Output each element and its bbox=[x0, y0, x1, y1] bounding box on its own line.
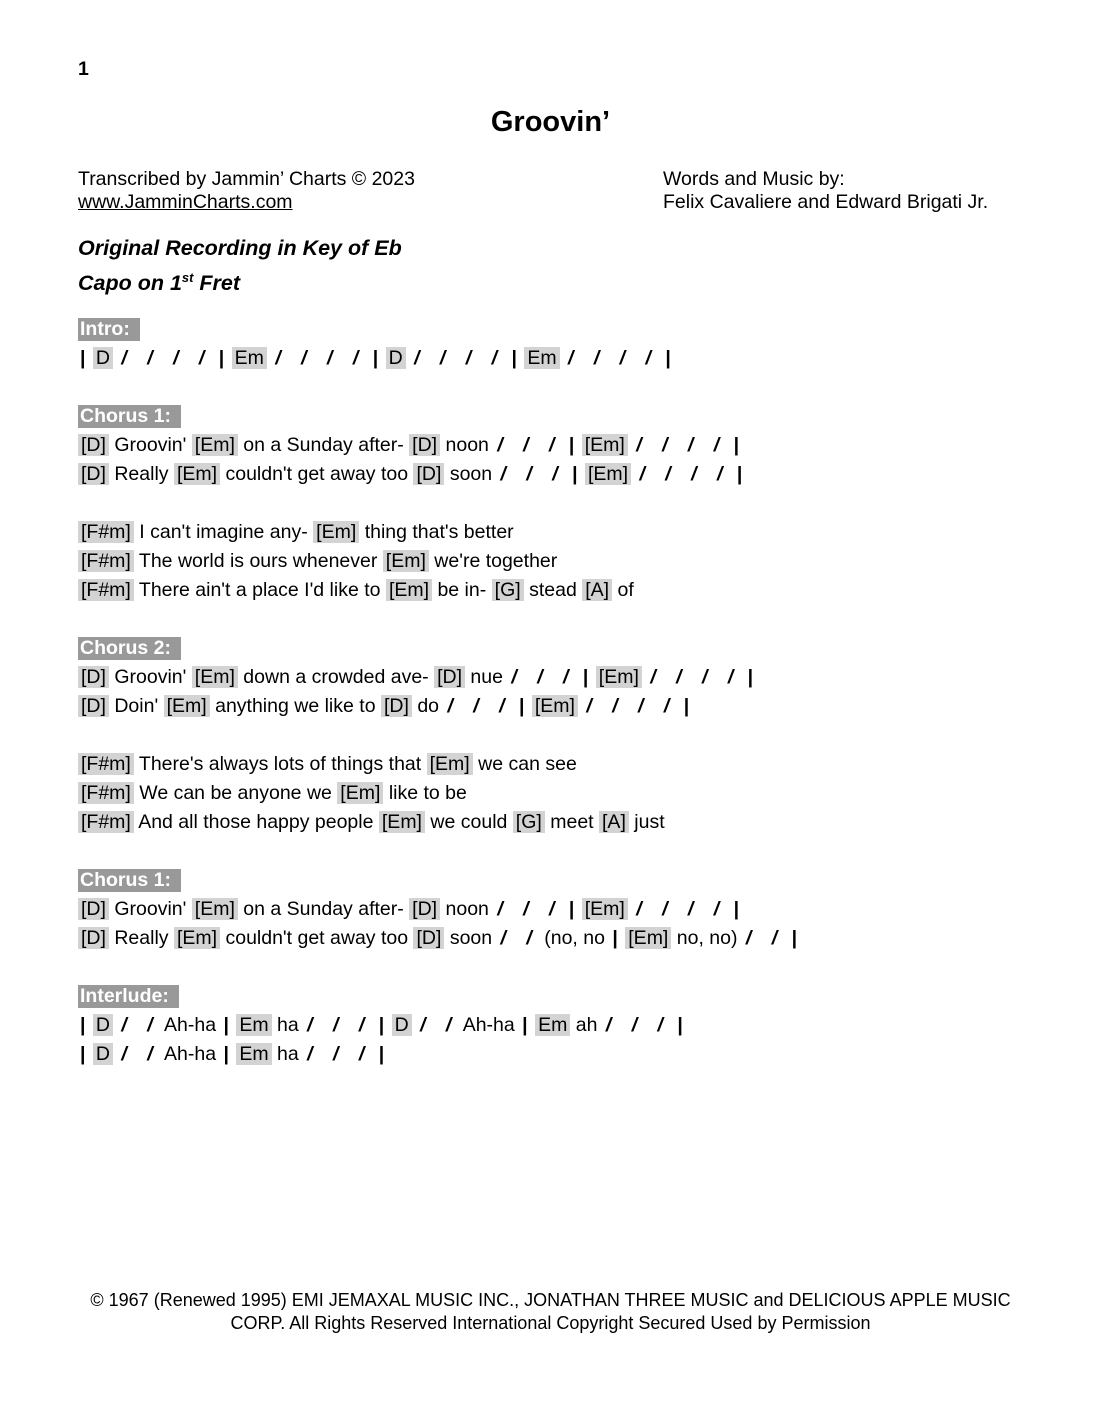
section-header: Chorus 2: bbox=[78, 637, 181, 660]
lyric-text: on a Sunday after- bbox=[243, 898, 404, 920]
section-header: Interlude: bbox=[78, 985, 179, 1008]
chord: [F#m] bbox=[78, 811, 134, 833]
lyric-text: on a Sunday after- bbox=[243, 434, 404, 456]
lyric-text: Really bbox=[114, 463, 169, 485]
song-section-chorus-1-reprise bbox=[78, 866, 1081, 953]
chord: [F#m] bbox=[78, 579, 134, 601]
chord: Em bbox=[236, 1014, 271, 1036]
chord: [Em] bbox=[164, 695, 210, 717]
rhythm-slashes: / / / / bbox=[586, 695, 674, 717]
rhythm-slashes: / / / / bbox=[414, 347, 502, 369]
lyric-text: soon bbox=[449, 463, 493, 485]
credits-names: Felix Cavaliere and Edward Brigati Jr. bbox=[663, 191, 989, 213]
lyric-text: Groovin' bbox=[114, 666, 187, 688]
chord-lyric-line bbox=[78, 895, 1081, 924]
chord: D bbox=[93, 1043, 113, 1065]
chord: [D] bbox=[78, 695, 109, 717]
section-header-line bbox=[78, 315, 1081, 344]
chord: [Em] bbox=[383, 550, 429, 572]
song-section-chorus-1 bbox=[78, 402, 1081, 489]
lyric-text: Groovin' bbox=[114, 434, 187, 456]
song-section-interlude bbox=[78, 982, 1081, 1069]
chord-lyric-line bbox=[78, 344, 1081, 373]
rhythm-slashes: / / / bbox=[307, 1043, 369, 1065]
chord: [Em] bbox=[174, 927, 220, 949]
chord: [D] bbox=[78, 898, 109, 920]
capo-text-prefix: Capo on 1 bbox=[78, 271, 182, 296]
chord: D bbox=[386, 347, 406, 369]
bar-line: | bbox=[378, 1043, 385, 1065]
chord: [Em] bbox=[427, 753, 473, 775]
chord: [Em] bbox=[582, 898, 628, 920]
credits-label: Words and Music by: bbox=[663, 168, 845, 190]
lyric-text: noon bbox=[445, 434, 489, 456]
lyric-text: Ah-ha bbox=[164, 1014, 217, 1036]
lyric-text: do bbox=[417, 695, 440, 717]
chord: [D] bbox=[409, 898, 440, 920]
chord: [D] bbox=[413, 927, 444, 949]
bar-line: | bbox=[612, 927, 618, 949]
section-header: Chorus 1: bbox=[78, 869, 181, 892]
lyric-text: we can see bbox=[478, 753, 577, 775]
bar-line: | bbox=[677, 1014, 683, 1036]
meta-row bbox=[78, 168, 1061, 214]
lyric-text: noon bbox=[445, 898, 489, 920]
chord: [Em] bbox=[596, 666, 642, 688]
song-section-verse-2 bbox=[78, 750, 1081, 837]
credits-block bbox=[663, 168, 988, 214]
chord-lyric-line bbox=[78, 924, 1081, 953]
lyric-text: There's always lots of things that bbox=[138, 753, 422, 775]
chord: [G] bbox=[513, 811, 545, 833]
bar-line: | bbox=[733, 898, 740, 920]
rhythm-slashes: / / / bbox=[447, 695, 509, 717]
lyric-text: thing that's better bbox=[364, 521, 514, 543]
chord: [A] bbox=[599, 811, 629, 833]
chord: [Em] bbox=[625, 927, 671, 949]
chord: Em bbox=[524, 347, 559, 369]
bar-line: | bbox=[791, 927, 798, 949]
lyric-text: And all those happy people bbox=[138, 811, 374, 833]
website-link[interactable]: www.JamminCharts.com bbox=[78, 191, 293, 213]
chord: D bbox=[93, 1014, 113, 1036]
bar-line: | bbox=[747, 666, 754, 688]
chord: [G] bbox=[492, 579, 524, 601]
lyric-text: couldn't get away too bbox=[225, 927, 409, 949]
chord: [D] bbox=[434, 666, 465, 688]
lyric-text: There ain't a place I'd like to bbox=[138, 579, 381, 601]
chord: [Em] bbox=[174, 463, 220, 485]
chord: [Em] bbox=[379, 811, 425, 833]
chord-lyric-line bbox=[78, 460, 1081, 489]
chord-lyric-line bbox=[78, 1011, 1081, 1040]
capo-ordinal-suffix: st bbox=[181, 270, 194, 285]
rhythm-slashes: / / / / bbox=[650, 666, 738, 688]
chord-lyric-line bbox=[78, 692, 1081, 721]
page-number: 1 bbox=[78, 58, 89, 80]
chord: [F#m] bbox=[78, 753, 134, 775]
rhythm-slashes: / / bbox=[121, 1043, 157, 1065]
chord-lyric-line bbox=[78, 431, 1081, 460]
rhythm-slashes: / / / bbox=[497, 898, 559, 920]
song-section-chorus-2 bbox=[78, 634, 1081, 721]
chord: Em bbox=[236, 1043, 271, 1065]
chord: [D] bbox=[381, 695, 412, 717]
section-header: Intro: bbox=[78, 318, 140, 341]
copyright-line-1: © 1967 (Renewed 1995) EMI JEMAXAL MUSIC INC., JONATHAN THREE MUSIC and DELICIOUS APPLE MUSIC bbox=[90, 1290, 1011, 1310]
chord: [D] bbox=[78, 463, 109, 485]
bar-line: | bbox=[378, 1014, 385, 1036]
bar-line: | bbox=[223, 1014, 229, 1036]
chord: [Em] bbox=[192, 898, 238, 920]
capo-text-suffix: Fret bbox=[193, 271, 240, 296]
song-title: Groovin’ bbox=[490, 106, 611, 138]
original-key-note: Original Recording in Key of Eb bbox=[78, 236, 402, 260]
chord: [F#m] bbox=[78, 550, 134, 572]
chord: [Em] bbox=[585, 463, 631, 485]
rhythm-slashes: / / / / bbox=[636, 434, 724, 456]
song-section-intro bbox=[78, 315, 1081, 373]
bar-line: | bbox=[522, 1014, 528, 1036]
rhythm-slashes: / / / / bbox=[275, 347, 363, 369]
lyric-text: couldn't get away too bbox=[225, 463, 409, 485]
rhythm-slashes: / / / / bbox=[121, 347, 209, 369]
bar-line: | bbox=[665, 347, 671, 369]
lyric-text: meet bbox=[550, 811, 594, 833]
rhythm-slashes: / / / bbox=[511, 666, 573, 688]
lyric-text: Ah-ha bbox=[164, 1043, 217, 1065]
lyric-text: like to be bbox=[388, 782, 467, 804]
chord: [Em] bbox=[337, 782, 383, 804]
bar-line: | bbox=[223, 1043, 229, 1065]
rhythm-slashes: / / / bbox=[605, 1014, 667, 1036]
lyric-text: (no, no bbox=[544, 927, 605, 949]
lyric-text: ah bbox=[575, 1014, 598, 1036]
chord: [Em] bbox=[192, 666, 238, 688]
chord: [Em] bbox=[532, 695, 578, 717]
lyric-text: we're together bbox=[434, 550, 558, 572]
lyric-text: We can be anyone we bbox=[139, 782, 332, 804]
rhythm-slashes: / / / / bbox=[636, 898, 724, 920]
section-header-line bbox=[78, 866, 1081, 895]
rhythm-slashes: / / / bbox=[307, 1014, 369, 1036]
chord-lyric-line bbox=[78, 547, 1081, 576]
chord: [Em] bbox=[192, 434, 238, 456]
rhythm-slashes: / / bbox=[745, 927, 782, 949]
bar-line: | bbox=[511, 347, 517, 369]
lyric-text: Groovin' bbox=[114, 898, 187, 920]
rhythm-slashes: / / bbox=[500, 927, 536, 949]
lyric-text: nue bbox=[470, 666, 503, 688]
chord: [F#m] bbox=[78, 782, 134, 804]
lyric-text: be in- bbox=[437, 579, 487, 601]
chord-lyric-line bbox=[78, 518, 1081, 547]
lyric-text: Ah-ha bbox=[462, 1014, 515, 1036]
lyric-text: Really bbox=[114, 927, 169, 949]
bar-line: | bbox=[80, 1043, 86, 1065]
transcribed-by-text: Transcribed by Jammin’ Charts © 2023 bbox=[78, 168, 415, 190]
lyric-text: of bbox=[617, 579, 634, 601]
lyric-text: ha bbox=[277, 1014, 299, 1036]
chord: [D] bbox=[78, 666, 109, 688]
chord: [Em] bbox=[386, 579, 432, 601]
chord-lyric-line bbox=[78, 663, 1081, 692]
chord-lyric-line bbox=[78, 576, 1081, 605]
lyric-text: just bbox=[634, 811, 665, 833]
bar-line: | bbox=[572, 463, 578, 485]
lyric-text: I can't imagine any- bbox=[139, 521, 308, 543]
chord-lyric-line bbox=[78, 750, 1081, 779]
rhythm-slashes: / / / / bbox=[639, 463, 727, 485]
bar-line: | bbox=[218, 347, 225, 369]
chord: [F#m] bbox=[78, 521, 134, 543]
chord: Em bbox=[232, 347, 267, 369]
capo-note bbox=[78, 263, 402, 298]
section-header: Chorus 1: bbox=[78, 405, 181, 428]
chord-lyric-line bbox=[78, 1040, 1081, 1069]
rhythm-slashes: / / / / bbox=[568, 347, 655, 369]
section-header-line bbox=[78, 982, 1081, 1011]
sections bbox=[78, 315, 1081, 1069]
key-info-block bbox=[78, 233, 402, 298]
bar-line: | bbox=[372, 347, 379, 369]
section-header-line bbox=[78, 402, 1081, 431]
chord: Em bbox=[535, 1014, 570, 1036]
bar-line: | bbox=[568, 434, 575, 456]
rhythm-slashes: / / bbox=[420, 1014, 456, 1036]
section-header-line bbox=[78, 634, 1081, 663]
rhythm-slashes: / / / bbox=[500, 463, 562, 485]
lyric-text: we could bbox=[430, 811, 508, 833]
copyright-line-2: CORP. All Rights Reserved International Copyright Secured Used by Permission bbox=[230, 1313, 871, 1333]
bar-line: | bbox=[80, 1014, 86, 1036]
chord: [D] bbox=[78, 927, 109, 949]
bar-line: | bbox=[683, 695, 690, 717]
chord: D bbox=[93, 347, 113, 369]
lyric-text: down a crowded ave- bbox=[243, 666, 429, 688]
lyric-text: anything we like to bbox=[215, 695, 376, 717]
bar-line: | bbox=[518, 695, 525, 717]
chord: [A] bbox=[582, 579, 612, 601]
bar-line: | bbox=[733, 434, 740, 456]
lyric-text: stead bbox=[529, 579, 577, 601]
chord-lyric-line bbox=[78, 779, 1081, 808]
lyric-text: Doin' bbox=[114, 695, 159, 717]
bar-line: | bbox=[568, 898, 575, 920]
copyright-footer bbox=[0, 1289, 1101, 1335]
chord: [D] bbox=[78, 434, 109, 456]
chord-lyric-line bbox=[78, 808, 1081, 837]
lyric-text: no, no) bbox=[676, 927, 738, 949]
rhythm-slashes: / / bbox=[121, 1014, 157, 1036]
lyric-text: soon bbox=[449, 927, 493, 949]
chord: [Em] bbox=[582, 434, 628, 456]
rhythm-slashes: / / / bbox=[497, 434, 559, 456]
bar-line: | bbox=[80, 347, 86, 369]
song-section-verse-1 bbox=[78, 518, 1081, 605]
bar-line: | bbox=[582, 666, 589, 688]
bar-line: | bbox=[736, 463, 743, 485]
chord: [Em] bbox=[313, 521, 359, 543]
lyric-text: The world is ours whenever bbox=[138, 550, 378, 572]
chord: [D] bbox=[413, 463, 444, 485]
chord: D bbox=[392, 1014, 412, 1036]
chord: [D] bbox=[409, 434, 440, 456]
lyric-text: ha bbox=[277, 1043, 299, 1065]
